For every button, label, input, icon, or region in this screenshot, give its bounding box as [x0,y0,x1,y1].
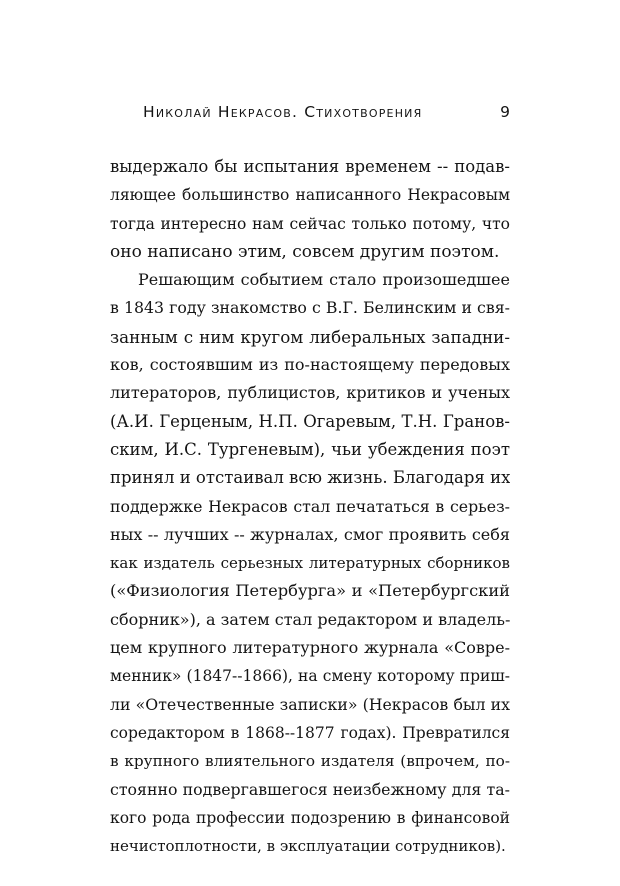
text-line: соредактором в 1868--1877 годах). Превратился [110,723,510,742]
text-line: литераторов, публицистов, критиков и ученых [110,383,510,403]
text-line: кого рода профессии подозрению в финансовой [110,808,510,827]
page-number: 9 [500,103,510,121]
text-line: стоянно подвергавшегося неизбежному для та- [110,779,510,799]
text-line: как издатель серьезных литературных сборников [110,554,510,573]
running-head-title: Николай Некрасов. Стихотворения [143,103,423,121]
running-head [110,103,510,123]
text-line: выдержало бы испытания временем -- подав- [110,157,510,176]
text-line: Решающим событием стало произошедшее [138,270,510,290]
paragraph-continuation [110,153,510,266]
text-line: принял и отстаивал всю жизнь. Благодаря их [110,468,510,488]
text-line: нечистоплотности, в эксплуатации сотрудников). [110,837,506,856]
text-line: ским, И.С. Тургеневым), чьи убеждения поэт [110,439,510,459]
paragraph [110,266,510,860]
text-line: ных -- лучших -- журналах, смог проявить себя [110,524,510,544]
text-line: тогда интересно нам сейчас только потому, что [110,214,510,233]
text-line: ков, состоявшим из по-настоящему передовых [110,355,510,375]
body-text [110,153,510,860]
text-line: ли «Отечественные записки» (Некрасов был их [110,694,510,714]
text-line: в 1843 году знакомство с В.Г. Белинским и свя- [110,298,510,318]
text-line: (А.И. Герценым, Н.П. Огаревым, Т.Н. Гранов- [110,411,510,431]
text-line: поддержке Некрасов стал печататься в серьез- [110,496,510,516]
text-line: сборник»), а затем стал редактором и владель- [110,609,510,629]
text-line: ляющее большинство написанного Некрасовым [110,186,510,205]
text-line: в крупного влиятельного издателя (впрочем, по- [110,752,510,771]
text-line: менник» (1847--1866), на смену которому приш- [110,667,510,686]
text-line: занным с ним кругом либеральных западни- [110,326,510,347]
text-line: цем крупного литературного журнала «Совре- [110,638,510,658]
text-line: («Физиология Петербурга» и «Петербургский [110,581,510,601]
text-line: оно написано этим, совсем другим поэтом. [110,241,500,262]
